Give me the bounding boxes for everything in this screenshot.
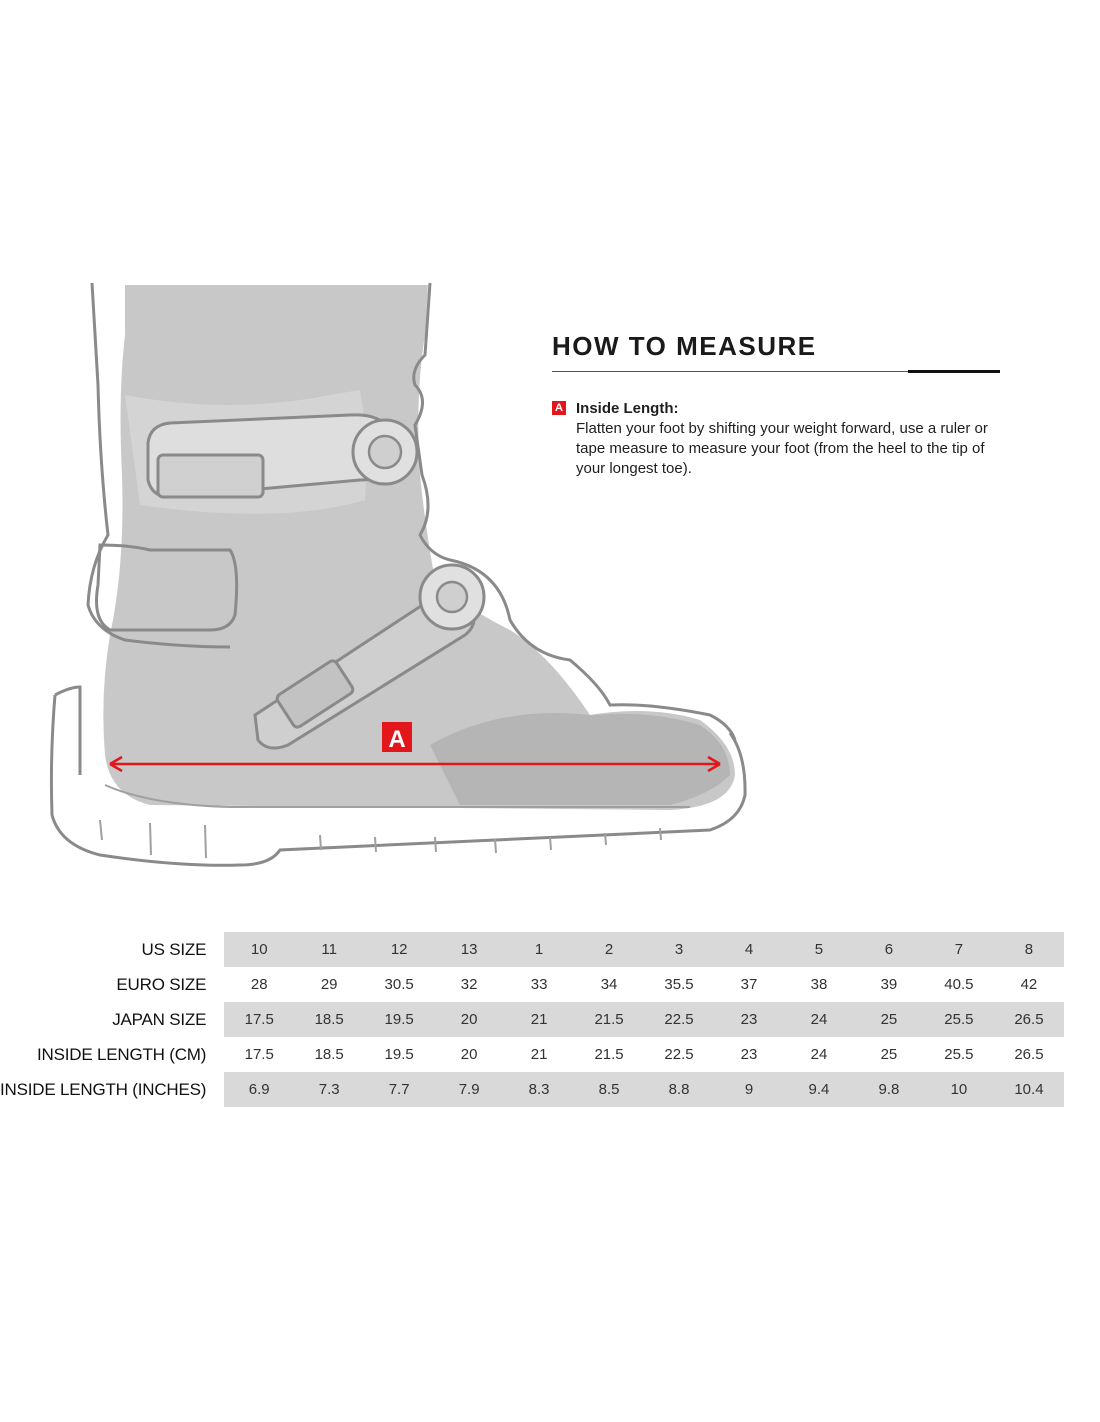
size-cell: 8.8	[644, 1072, 714, 1107]
size-row	[0, 1072, 1064, 1107]
size-cell: 7.9	[434, 1072, 504, 1107]
size-row-label: INSIDE LENGTH (CM)	[36, 1044, 207, 1064]
size-cell: 21.5	[594, 1046, 624, 1063]
size-cell: 8	[994, 932, 1064, 967]
boot-heel-outline	[55, 687, 80, 775]
size-cell: 20	[460, 1046, 478, 1063]
instruction-body: Flatten your foot by shifting your weight forward, use a ruler or tape measure to measure your foot (from the heel to the tip of your longest toe).	[576, 420, 988, 477]
size-cell: 9	[714, 1072, 784, 1107]
size-row	[0, 967, 1064, 1002]
upper-pivot-inner	[369, 436, 401, 468]
size-cell: 33	[530, 976, 548, 993]
title-rule	[552, 370, 1000, 373]
size-cell: 3	[644, 932, 714, 967]
size-cell: 10.4	[994, 1072, 1064, 1107]
size-cell: 35.5	[664, 976, 694, 993]
size-cell: 22.5	[664, 1046, 694, 1063]
size-cell: 5	[784, 932, 854, 967]
size-chart-table	[0, 932, 1064, 1107]
size-cell: 17.5	[244, 1046, 274, 1063]
size-cell: 23	[740, 1046, 758, 1063]
size-cell: 17.5	[224, 1002, 294, 1037]
size-cell: 6	[854, 932, 924, 967]
size-row-label: US SIZE	[141, 939, 207, 959]
size-cell: 10	[224, 932, 294, 967]
size-cell: 22.5	[644, 1002, 714, 1037]
size-cell: 7.3	[294, 1072, 364, 1107]
size-cell: 1	[504, 932, 574, 967]
marker-a-label: A	[388, 726, 406, 753]
size-cell: 40.5	[944, 976, 974, 993]
size-cell: 7.7	[364, 1072, 434, 1107]
how-to-measure-panel	[552, 330, 1002, 479]
size-cell: 8.3	[504, 1072, 574, 1107]
size-cell: 25	[880, 1046, 898, 1063]
size-cell: 37	[740, 976, 758, 993]
size-cell: 10	[924, 1072, 994, 1107]
size-cell: 39	[880, 976, 898, 993]
size-cell: 25.5	[924, 1002, 994, 1037]
size-cell: 38	[810, 976, 828, 993]
size-row-label: EURO SIZE	[116, 974, 207, 994]
size-cell: 21	[530, 1046, 548, 1063]
marker-a-badge	[382, 722, 412, 753]
size-cell: 11	[294, 932, 364, 967]
size-cell: 21	[504, 1002, 574, 1037]
size-cell: 20	[434, 1002, 504, 1037]
size-cell: 19.5	[384, 1046, 414, 1063]
size-cell: 8.5	[574, 1072, 644, 1107]
size-cell: 9.8	[854, 1072, 924, 1107]
measure-title: HOW TO MEASURE	[552, 331, 817, 361]
size-cell: 13	[434, 932, 504, 967]
size-cell: 29	[320, 976, 338, 993]
size-cell: 24	[810, 1046, 828, 1063]
marker-a-icon: A	[552, 401, 566, 415]
size-row-label: JAPAN SIZE	[112, 1009, 207, 1029]
size-cell: 12	[364, 932, 434, 967]
size-row	[0, 1037, 1064, 1072]
size-cell: 19.5	[364, 1002, 434, 1037]
size-cell: 28	[250, 976, 268, 993]
size-cell: 18.5	[294, 1002, 364, 1037]
size-cell: 26.5	[1014, 1046, 1044, 1063]
size-row	[0, 1002, 1064, 1037]
size-cell: 2	[574, 932, 644, 967]
inside-length-instruction	[552, 399, 1002, 479]
size-cell: 24	[784, 1002, 854, 1037]
upper-buckle	[158, 455, 263, 497]
size-cell: 6.9	[224, 1072, 294, 1107]
size-cell: 18.5	[314, 1046, 344, 1063]
size-cell: 42	[1020, 976, 1038, 993]
size-cell: 30.5	[384, 976, 414, 993]
size-cell: 25	[854, 1002, 924, 1037]
size-cell: 7	[924, 932, 994, 967]
toe-shade	[430, 713, 730, 805]
size-cell: 26.5	[994, 1002, 1064, 1037]
size-row	[0, 932, 1064, 967]
size-cell: 4	[714, 932, 784, 967]
lower-pivot-inner	[437, 582, 467, 612]
sole-tread	[100, 820, 661, 858]
size-cell: 9.4	[784, 1072, 854, 1107]
size-cell: 25.5	[944, 1046, 974, 1063]
size-cell: 32	[460, 976, 478, 993]
size-cell: 21.5	[574, 1002, 644, 1037]
size-cell: 23	[714, 1002, 784, 1037]
size-row-label: INSIDE LENGTH (INCHES)	[0, 1079, 207, 1099]
instruction-heading: Inside Length:	[576, 400, 679, 417]
size-cell: 34	[600, 976, 618, 993]
